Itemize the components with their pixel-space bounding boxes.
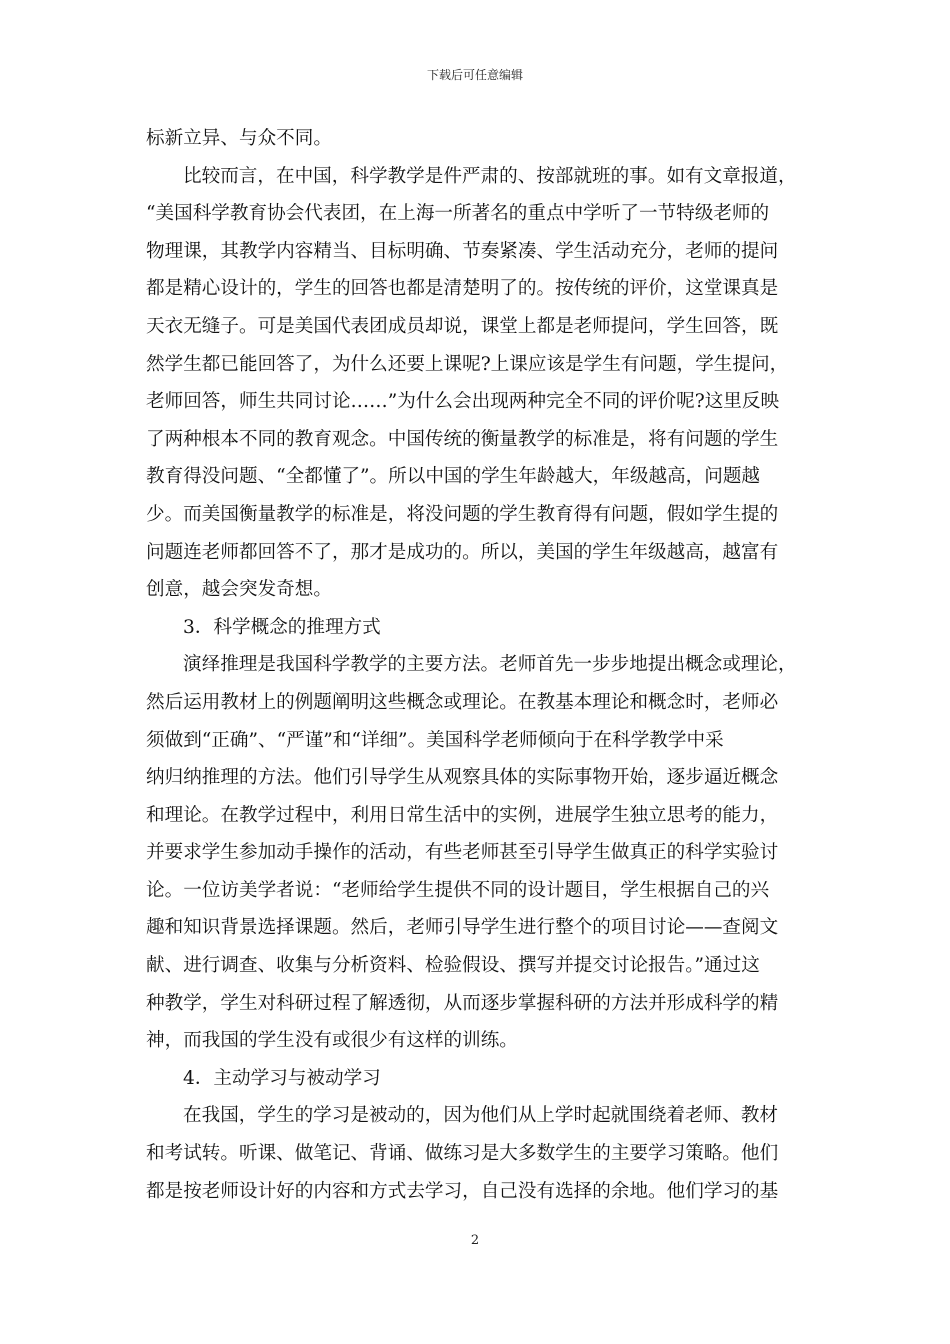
text-line: 问题连老师都回答不了，那才是成功的。所以，美国的学生年级越高，越富有: [146, 541, 779, 563]
text-line: 和考试转。听课、做笔记、背诵、做练习是大多数学生的主要学习策略。他们: [146, 1143, 779, 1165]
text-line: 然后运用教材上的例题阐明这些概念或理论。在教基本理论和概念时，老师必: [146, 691, 779, 713]
text-line: 在我国，学生的学习是被动的，因为他们从上学时起就围绕着老师、教材: [183, 1105, 779, 1127]
text-line: 4．主动学习与被动学习: [183, 1067, 381, 1089]
text-line: 献、进行调查、收集与分析资料、检验假设、撰写并提交讨论报告。”通过这: [146, 955, 760, 977]
text-line: 和理论。在教学过程中，利用日常生活中的实例，进展学生独立思考的能力，: [146, 804, 779, 826]
text-line: 了两种根本不同的教育观念。中国传统的衡量教学的标准是，将有问题的学生: [146, 428, 779, 450]
text-line: 老师回答，师生共同讨论……”为什么会出现两种完全不同的评价呢?这里反映: [146, 391, 780, 413]
text-line: “美国科学教育协会代表团，在上海一所著名的重点中学听了一节特级老师的: [146, 203, 770, 225]
text-line: 创意，越会突发奇想。: [146, 579, 332, 601]
body-text: [146, 120, 806, 1210]
page-header: 下载后可任意编辑: [426, 68, 523, 82]
text-line: 论。一位访美学者说：“老师给学生提供不同的设计题目，学生根据自己的兴: [146, 879, 770, 901]
text-line: 教育得没问题、“全都懂了”。所以中国的学生年龄越大，年级越高，问题越: [146, 466, 761, 488]
text-line: 纳归纳推理的方法。他们引导学生从观察具体的实际事物开始，逐步逼近概念: [146, 767, 779, 789]
text-line: 物理课，其教学内容精当、目标明确、节奏紧凑、学生活动充分，老师的提问: [146, 240, 779, 262]
text-line: 然学生都已能回答了，为什么还要上课呢?上课应该是学生有问题，学生提问，: [146, 353, 789, 375]
text-line: 神，而我国的学生没有或很少有这样的训练。: [146, 1030, 518, 1052]
text-line: 种教学，学生对科研过程了解透彻，从而逐步掌握科研的方法并形成科学的精: [146, 992, 779, 1014]
text-line: 标新立异、与众不同。: [146, 128, 332, 149]
text-line: 须做到“正确”、“严谨”和“详细”。美国科学老师倾向于在科学教学中采: [146, 729, 724, 751]
text-line: 趣和知识背景选择课题。然后，老师引导学生进行整个的项目讨论——查阅文: [146, 917, 779, 939]
text-line: 比较而言，在中国，科学教学是件严肃的、按部就班的事。如有文章报道，: [183, 165, 797, 187]
text-line: 都是精心设计的，学生的回答也都是清楚明了的。按传统的评价，这堂课真是: [146, 278, 779, 300]
page-number: 2: [470, 1233, 480, 1248]
text-line: 少。而美国衡量教学的标准是，将没问题的学生教育得有问题，假如学生提的: [146, 503, 779, 525]
text-line: 都是按老师设计好的内容和方式去学习，自己没有选择的余地。他们学习的基: [146, 1180, 779, 1202]
text-line: 3．科学概念的推理方式: [183, 616, 381, 638]
text-line: 天衣无缝子。可是美国代表团成员却说，课堂上都是老师提问，学生回答，既: [146, 315, 779, 337]
text-line: 演绎推理是我国科学教学的主要方法。老师首先一步步地提出概念或理论，: [183, 654, 797, 676]
text-line: 并要求学生参加动手操作的活动，有些老师甚至引导学生做真正的科学实验讨: [146, 842, 779, 864]
